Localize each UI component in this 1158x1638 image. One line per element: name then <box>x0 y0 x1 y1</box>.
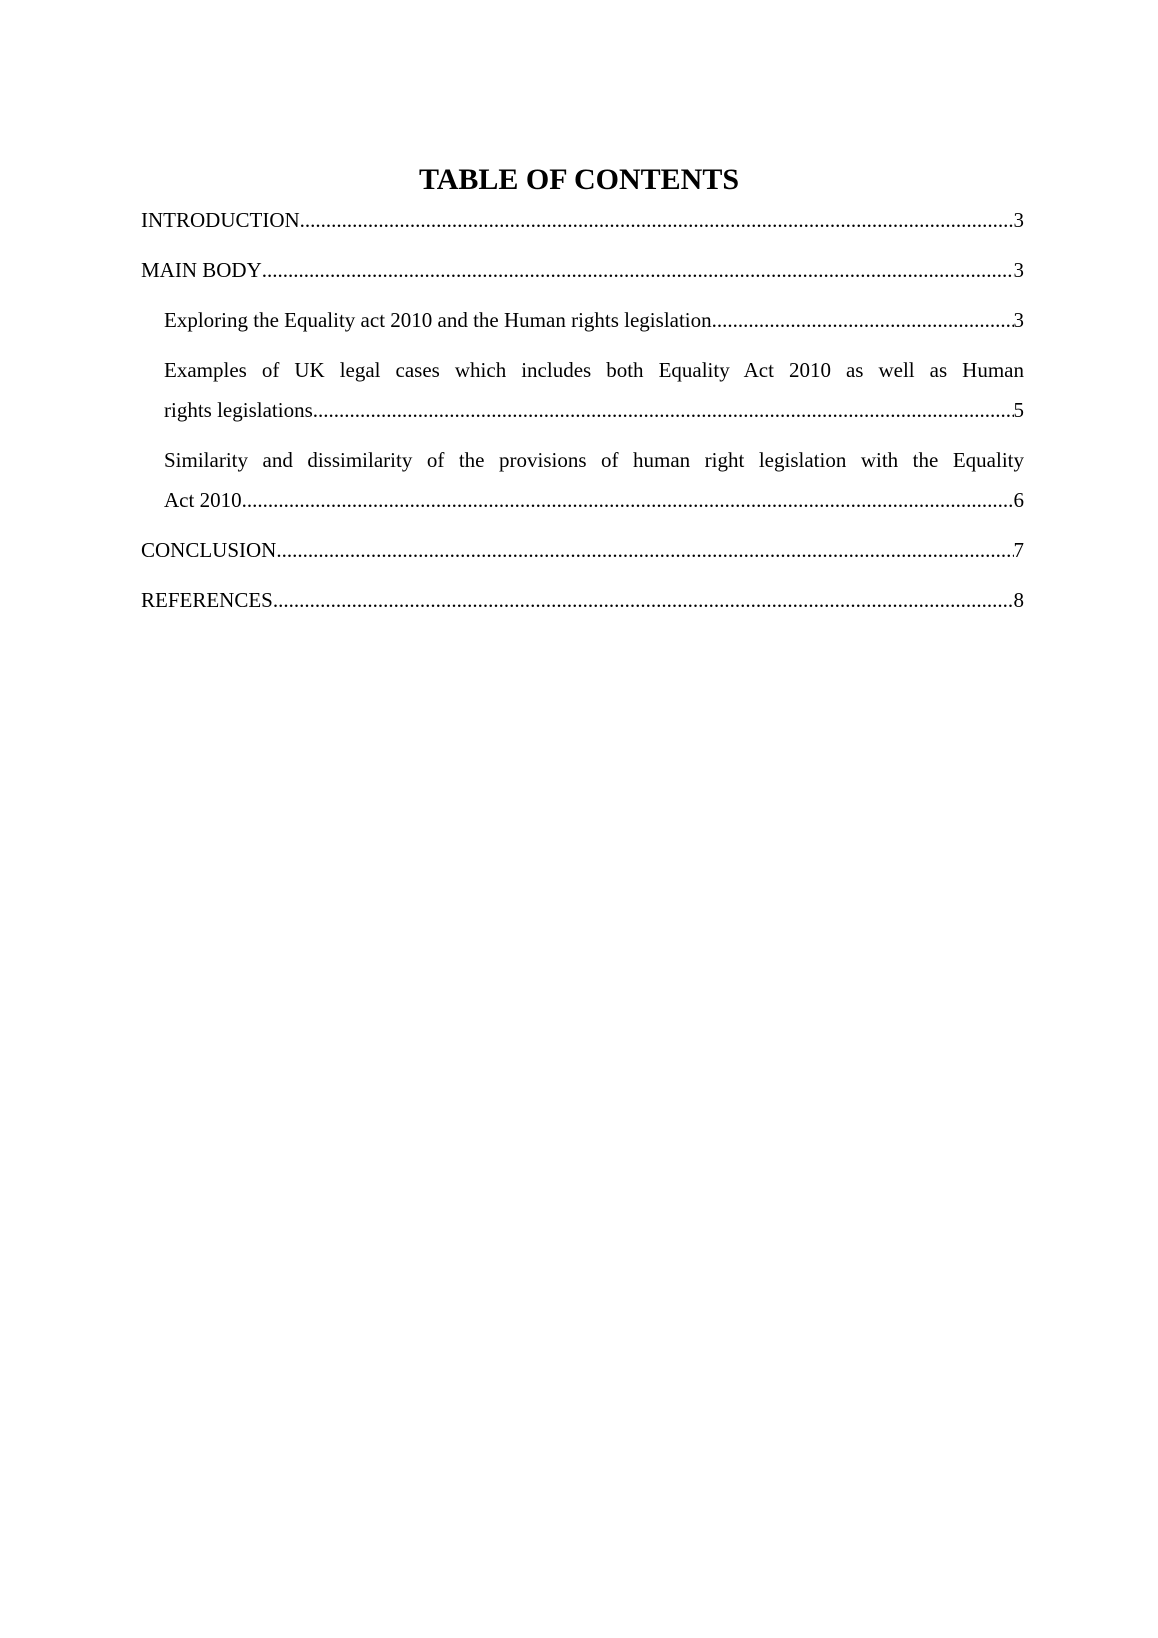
dot-leader <box>300 200 1014 240</box>
toc-entry-label-line-1: Similarity and dissimilarity of the provisions of human right legislation with the Equality <box>164 448 1024 472</box>
toc-entry-label-line-1: Examples of UK legal cases which includes both Equality Act 2010 as well as Human <box>164 358 1024 382</box>
toc-entry-label-line-2: rights legislations <box>164 398 313 422</box>
toc-page-number: 6 <box>1013 488 1024 512</box>
dot-leader <box>313 390 1014 430</box>
toc-entry-uk-legal-cases[interactable] <box>164 350 1024 430</box>
dot-leader <box>242 480 1014 520</box>
dot-leader <box>273 580 1014 620</box>
toc-entry-main-body[interactable] <box>141 250 1024 290</box>
toc-entry-label: Exploring the Equality act 2010 and the Human rights legislation <box>164 308 712 332</box>
toc-entry-label: CONCLUSION <box>141 538 277 562</box>
toc-entry-label-line-2: Act 2010 <box>164 488 242 512</box>
toc-entry-introduction[interactable] <box>141 200 1024 240</box>
dot-leader <box>712 300 1014 340</box>
table-of-contents <box>141 200 1024 630</box>
toc-entry-references[interactable] <box>141 580 1024 620</box>
toc-page-number: 3 <box>1013 258 1024 282</box>
toc-entry-similarity-dissimilarity[interactable] <box>164 440 1024 520</box>
dot-leader <box>262 250 1014 290</box>
toc-entry-label: REFERENCES <box>141 588 273 612</box>
toc-page-number: 3 <box>1013 308 1024 332</box>
toc-page-number: 3 <box>1013 208 1024 232</box>
toc-entry-label: MAIN BODY <box>141 258 262 282</box>
toc-entry-label: INTRODUCTION <box>141 208 300 232</box>
toc-page-number: 7 <box>1013 538 1024 562</box>
toc-entry-conclusion[interactable] <box>141 530 1024 570</box>
dot-leader <box>276 530 1013 570</box>
page-title: TABLE OF CONTENTS <box>418 163 740 196</box>
toc-page-number: 5 <box>1013 398 1024 422</box>
toc-entry-exploring-equality-act[interactable] <box>164 300 1024 340</box>
toc-page-number: 8 <box>1013 588 1024 612</box>
